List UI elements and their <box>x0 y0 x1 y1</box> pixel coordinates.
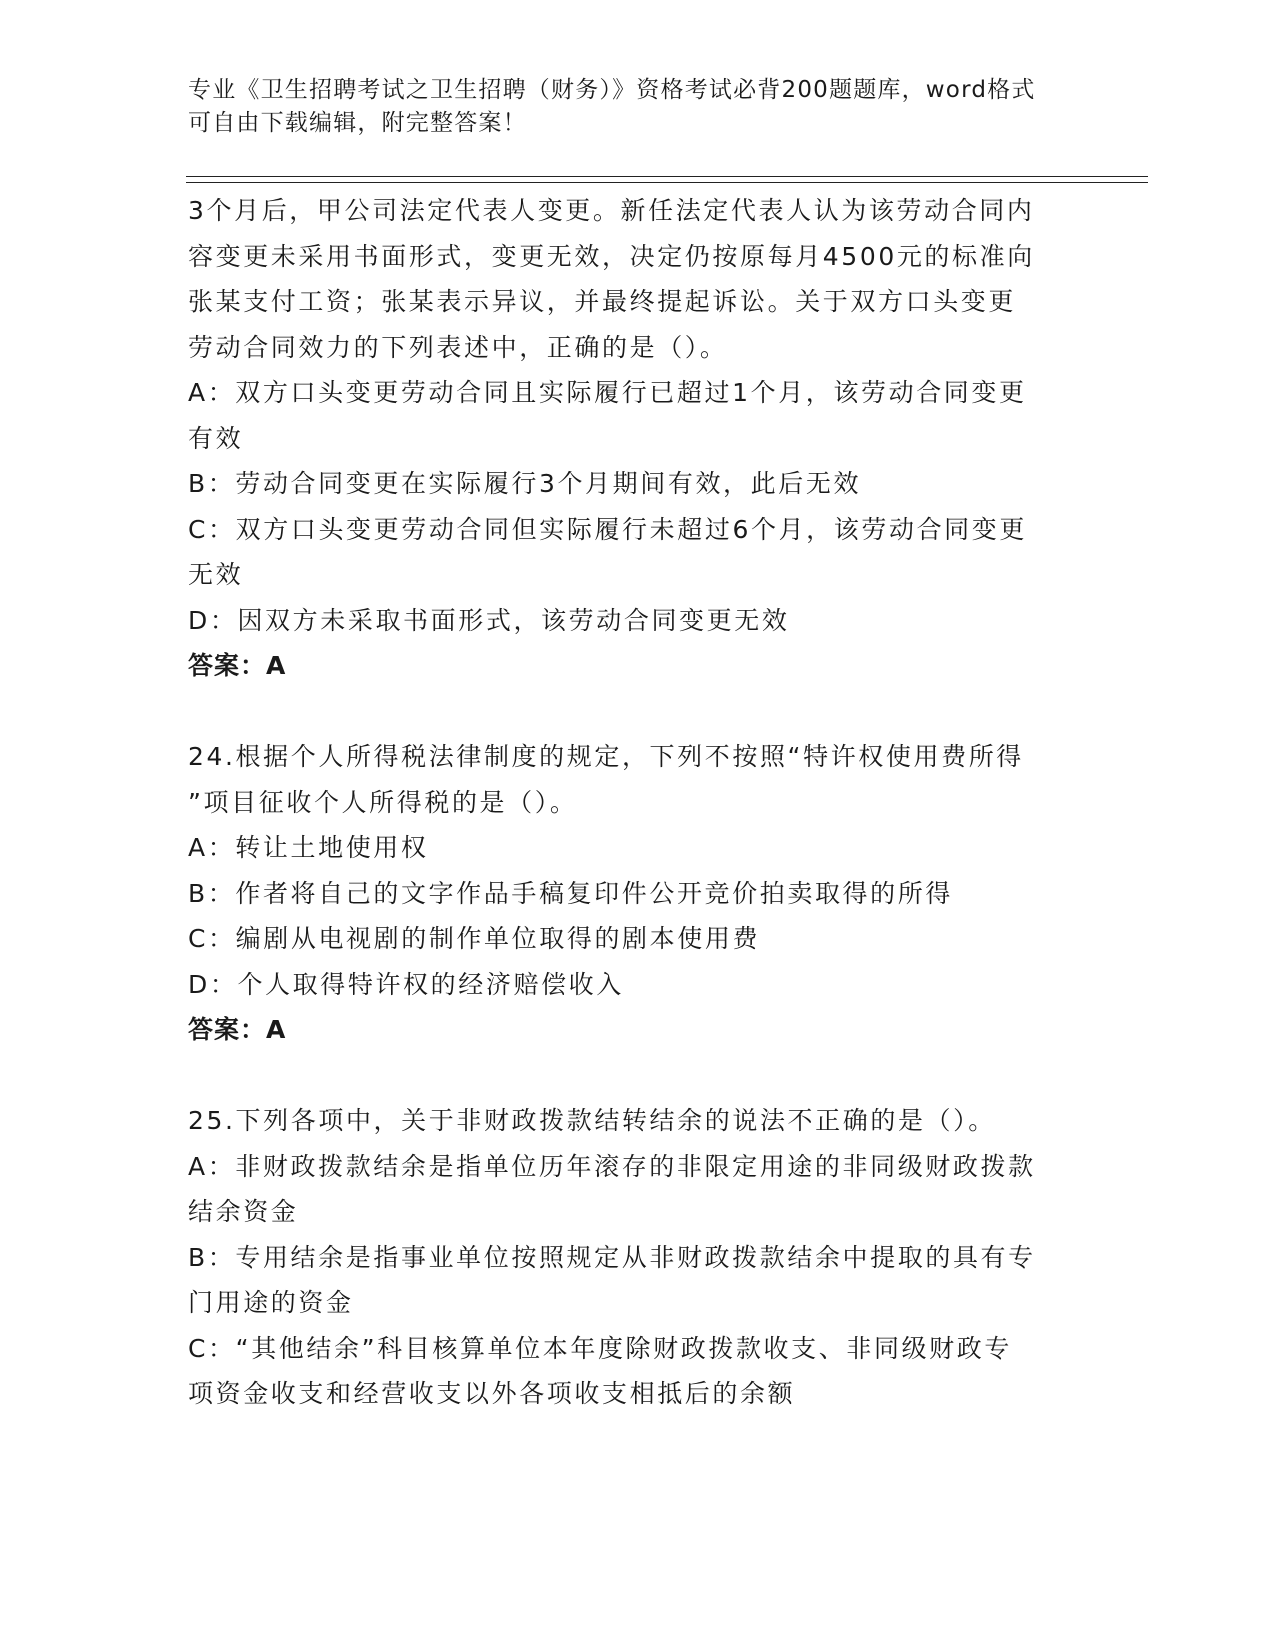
option-line: A：非财政拨款结余是指单位历年滚存的非限定用途的非同级财政拨款 <box>188 1151 1036 1181</box>
option-c: C：编剧从电视剧的制作单位取得的剧本使用费 <box>188 924 761 953</box>
option-d <box>188 598 1078 644</box>
option-c <box>188 507 1078 598</box>
option-b: B：作者将自己的文字作品手稿复印件公开竞价拍卖取得的所得 <box>188 878 953 908</box>
question-24 <box>188 734 1078 1053</box>
option-a <box>188 370 1078 461</box>
question-stem-line: 劳动合同效力的下列表述中，正确的是（）。 <box>188 332 728 362</box>
question-23 <box>188 188 1078 689</box>
question-stem-line: 25.下列各项中，关于非财政拨款结转结余的说法不正确的是（）。 <box>188 1106 996 1135</box>
option-line: 无效 <box>188 560 244 589</box>
spacer <box>188 689 1078 735</box>
header-rule-bottom <box>186 182 1148 183</box>
answer-label: 答案：A <box>188 1015 287 1044</box>
spacer <box>188 1053 1078 1099</box>
option-line: B：专用结余是指事业单位按照规定从非财政拨款结余中提取的具有专 <box>188 1242 1036 1272</box>
answer-label: 答案：A <box>188 651 287 680</box>
question-25 <box>188 1098 1078 1417</box>
question-stem-line: 张某支付工资；张某表示异议，并最终提起诉讼。关于双方口头变更 <box>188 287 1017 316</box>
option-line: C：双方口头变更劳动合同但实际履行未超过6个月，该劳动合同变更 <box>188 514 1027 544</box>
option-line: 项资金收支和经营收支以外各项收支相抵后的余额 <box>188 1379 796 1408</box>
option-line: C：“其他结余”科目核算单位本年度除财政拨款收支、非同级财政专 <box>188 1333 1012 1363</box>
document-body <box>188 188 1078 1417</box>
option-line: 结余资金 <box>188 1197 299 1226</box>
option-b <box>188 461 1078 507</box>
option-a: A：转让土地使用权 <box>188 833 429 862</box>
header-rule-top <box>186 176 1148 177</box>
question-stem-line: 容变更未采用书面形式，变更无效，决定仍按原每月4500元的标准向 <box>188 241 1035 271</box>
option-b <box>188 1235 1078 1326</box>
option-line: D：因双方未采取书面形式，该劳动合同变更无效 <box>188 605 790 635</box>
option-c <box>188 1326 1078 1417</box>
question-stem-line: 3个月后，甲公司法定代表人变更。新任法定代表人认为该劳动合同内 <box>188 196 1035 225</box>
option-line: B：劳动合同变更在实际履行3个月期间有效，此后无效 <box>188 469 862 498</box>
option-d: D：个人取得特许权的经济赔偿收入 <box>188 969 624 999</box>
header-line-1: 专业《卫生招聘考试之卫生招聘（财务）》资格考试必背200题题库，word格式 <box>188 77 1036 103</box>
question-stem-line: 24.根据个人所得税法律制度的规定，下列不按照“特许权使用费所得 <box>188 742 1024 771</box>
option-line: 有效 <box>188 423 244 453</box>
option-line: 门用途的资金 <box>188 1288 354 1317</box>
document-header <box>188 74 1088 140</box>
option-line: A：双方口头变更劳动合同且实际履行已超过1个月，该劳动合同变更 <box>188 378 1027 407</box>
question-stem-line: ”项目征收个人所得税的是（）。 <box>188 787 578 817</box>
header-line-2: 可自由下载编辑，附完整答案！ <box>188 110 527 136</box>
option-a <box>188 1144 1078 1235</box>
